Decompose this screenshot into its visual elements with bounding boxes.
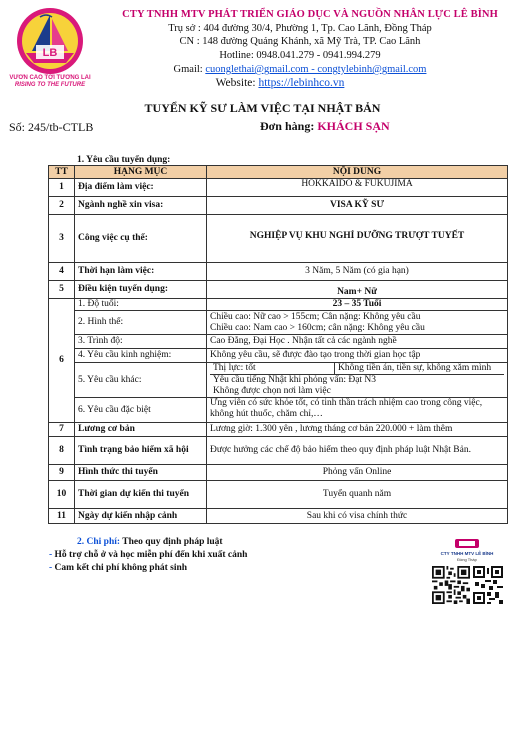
row-number: 4: [49, 263, 75, 281]
website-label: Website:: [215, 77, 259, 89]
note-commit: [49, 563, 187, 573]
qr-card-company: CTY TNHH MTV LÊ BÌNH: [440, 551, 494, 556]
qr-code-icon[interactable]: [432, 566, 470, 604]
row-number: 8: [49, 437, 75, 465]
document-number: Số: 245/tb-CTLB: [9, 120, 94, 134]
table-row: [49, 311, 508, 335]
company-name: CTY TNHH MTV PHÁT TRIỂN GIÁO DỤC VÀ NGUỒN NHÂN LỰC LÊ BÌNH: [122, 9, 498, 20]
row-number: 11: [49, 509, 75, 524]
row-item: Lương cơ bản: [75, 423, 207, 437]
table-row: [49, 398, 508, 423]
website-line: [170, 77, 390, 89]
row-item: Thời hạn làm việc:: [75, 263, 207, 281]
other-split-line: [210, 363, 504, 374]
header-item: HẠNG MỤC: [75, 166, 207, 179]
workplace-note: Không được chọn nơi làm việc: [213, 386, 331, 396]
table-row: [49, 215, 508, 263]
logo-slogan-vn: VƯƠN CAO TỚI TƯƠNG LAI: [9, 75, 91, 81]
table-row: [49, 263, 508, 281]
row-content: 3 Năm, 5 Năm (có gia hạn): [207, 263, 508, 281]
website-link[interactable]: https://lebinhco.vn: [258, 77, 345, 89]
row-content: Lương giờ: 1.300 yên , lương tháng cơ bản 220.000 + làm thêm: [207, 423, 508, 437]
section-2-number: 2.: [77, 537, 85, 547]
qr-card-sub: Đồng Tháp: [457, 557, 477, 562]
row-item: Thời gian dự kiến thi tuyển: [75, 481, 207, 509]
eyesight-value: Thị lực: tốt: [210, 363, 335, 374]
other-label: 5. Yêu cầu khác:: [75, 363, 207, 398]
table-row: [49, 299, 508, 311]
table-header-row: [49, 166, 508, 179]
experience-value: Không yêu cầu, sẽ được đào tạo trong thời gian học tập: [207, 349, 508, 363]
hq-address: Trụ sở : 404 đường 30/4, Phường 1, Tp. Cao Lãnh, Đồng Tháp: [168, 23, 432, 34]
branch-address: CN : 148 đường Quảng Khánh, xã Mỹ Trà, TP. Cao Lãnh: [179, 36, 421, 47]
age-label: 1. Độ tuổi:: [75, 299, 207, 311]
other-value: [207, 363, 508, 398]
table-row: [49, 179, 508, 197]
row-item: Công việc cụ thể:: [75, 215, 207, 263]
row-item: Địa điểm làm việc:: [75, 179, 207, 197]
body-value: [207, 311, 508, 335]
body-line-male: Chiều cao: Nam cao > 160cm; cân nặng: Không yêu cầu: [210, 322, 425, 333]
body-line-female: Chiều cao: Nữ cao > 155cm; Cân nặng: Không yêu cầu: [210, 311, 421, 322]
bullet-dash: -: [49, 550, 55, 560]
bullet-dash: -: [49, 563, 55, 573]
special-label: 6. Yêu cầu đặc biệt: [75, 398, 207, 423]
row-item: Điều kiện tuyển dụng:: [75, 281, 207, 299]
requirements-table: [48, 165, 508, 524]
special-value: Ứng viên có sức khỏe tốt, có tinh thần trách nhiệm cao trong công việc, không hút thuốc, chăm chỉ,…: [207, 398, 508, 423]
row-content: NGHIỆP VỤ KHU NGHỈ DƯỠNG TRƯỢT TUYẾT: [207, 215, 508, 263]
row-number: 6: [49, 299, 75, 423]
row-content: Được hưởng các chế độ bảo hiểm theo quy định pháp luật Nhật Bản.: [207, 437, 508, 465]
row-number: 7: [49, 423, 75, 437]
table-row: [49, 363, 508, 398]
row-number: 10: [49, 481, 75, 509]
note-support: [49, 550, 247, 560]
order-line: [260, 119, 390, 134]
table-row: [49, 423, 508, 437]
hotline: Hotline: 0948.041.279 - 0941.994.279: [219, 50, 381, 61]
qr-code-secondary-icon: [473, 566, 503, 604]
table-row: [49, 437, 508, 465]
section-1-title: 1. Yêu cầu tuyển dụng:: [77, 155, 171, 165]
row-content: Phỏng vấn Online: [207, 465, 508, 481]
education-label: 3. Trình độ:: [75, 335, 207, 349]
row-content: Tuyển quanh năm: [207, 481, 508, 509]
row-item: Hình thức thi tuyển: [75, 465, 207, 481]
body-label: 2. Hình thể:: [75, 311, 207, 335]
section-2-value: Theo quy định pháp luật: [120, 537, 223, 547]
experience-label: 4. Yêu cầu kinh nghiệm:: [75, 349, 207, 363]
note-commit-text: Cam kết chi phí không phát sinh: [54, 563, 188, 573]
japanese-requirement: Yêu cầu tiếng Nhật khi phỏng vấn: Đạt N3: [210, 374, 504, 386]
header-content: NỘI DUNG: [207, 166, 508, 179]
row-content: VISA KỸ SƯ: [207, 197, 508, 215]
row-number: 1: [49, 179, 75, 197]
row-number: 5: [49, 281, 75, 299]
row-number: 3: [49, 215, 75, 263]
row-number: 9: [49, 465, 75, 481]
row-item: Ngày dự kiến nhập cảnh: [75, 509, 207, 524]
record-value: Không tiền án, tiền sự, không xăm mình: [338, 363, 492, 373]
table-row: [49, 335, 508, 349]
gmail-line: [110, 64, 490, 75]
table-row: [49, 465, 508, 481]
table-row: [49, 197, 508, 215]
logo-slogan-en: RISING TO THE FUTURE: [14, 82, 86, 88]
table-row: [49, 509, 508, 524]
order-label: Đơn hàng:: [260, 119, 318, 133]
row-content: Sau khi có visa chính thức: [207, 509, 508, 524]
logo-initials: LB: [42, 47, 58, 59]
section-2-label: Chi phí:: [86, 537, 121, 547]
order-value: KHÁCH SẠN: [317, 119, 390, 133]
table-row: [49, 281, 508, 299]
page-title: TUYỂN KỸ SƯ LÀM VIỆC TẠI NHẬT BẢN: [144, 101, 381, 115]
note-support-text: Hỗ trợ chỗ ở và học miễn phí đến khi xuất cảnh: [54, 550, 248, 560]
row-item: Ngành nghề xin visa:: [75, 197, 207, 215]
gmail-link[interactable]: cuonglethai@gmail.com - congtylebinh@gmail.com: [205, 64, 427, 75]
education-value: Cao Đẳng, Đại Học . Nhận tất cả các ngành nghề: [207, 335, 508, 349]
row-content: HOKKAIDO & FUKUJIMA: [207, 179, 508, 197]
gmail-label: Gmail:: [173, 64, 206, 75]
age-value: 23 – 35 Tuổi: [207, 299, 508, 311]
row-item: Tình trạng bảo hiểm xã hội: [75, 437, 207, 465]
table-row: [49, 349, 508, 363]
row-content: Nam+ Nữ: [207, 281, 508, 299]
table-row: [49, 481, 508, 509]
section-2-cost: [77, 537, 223, 547]
header-tt: TT: [49, 166, 75, 179]
row-number: 2: [49, 197, 75, 215]
